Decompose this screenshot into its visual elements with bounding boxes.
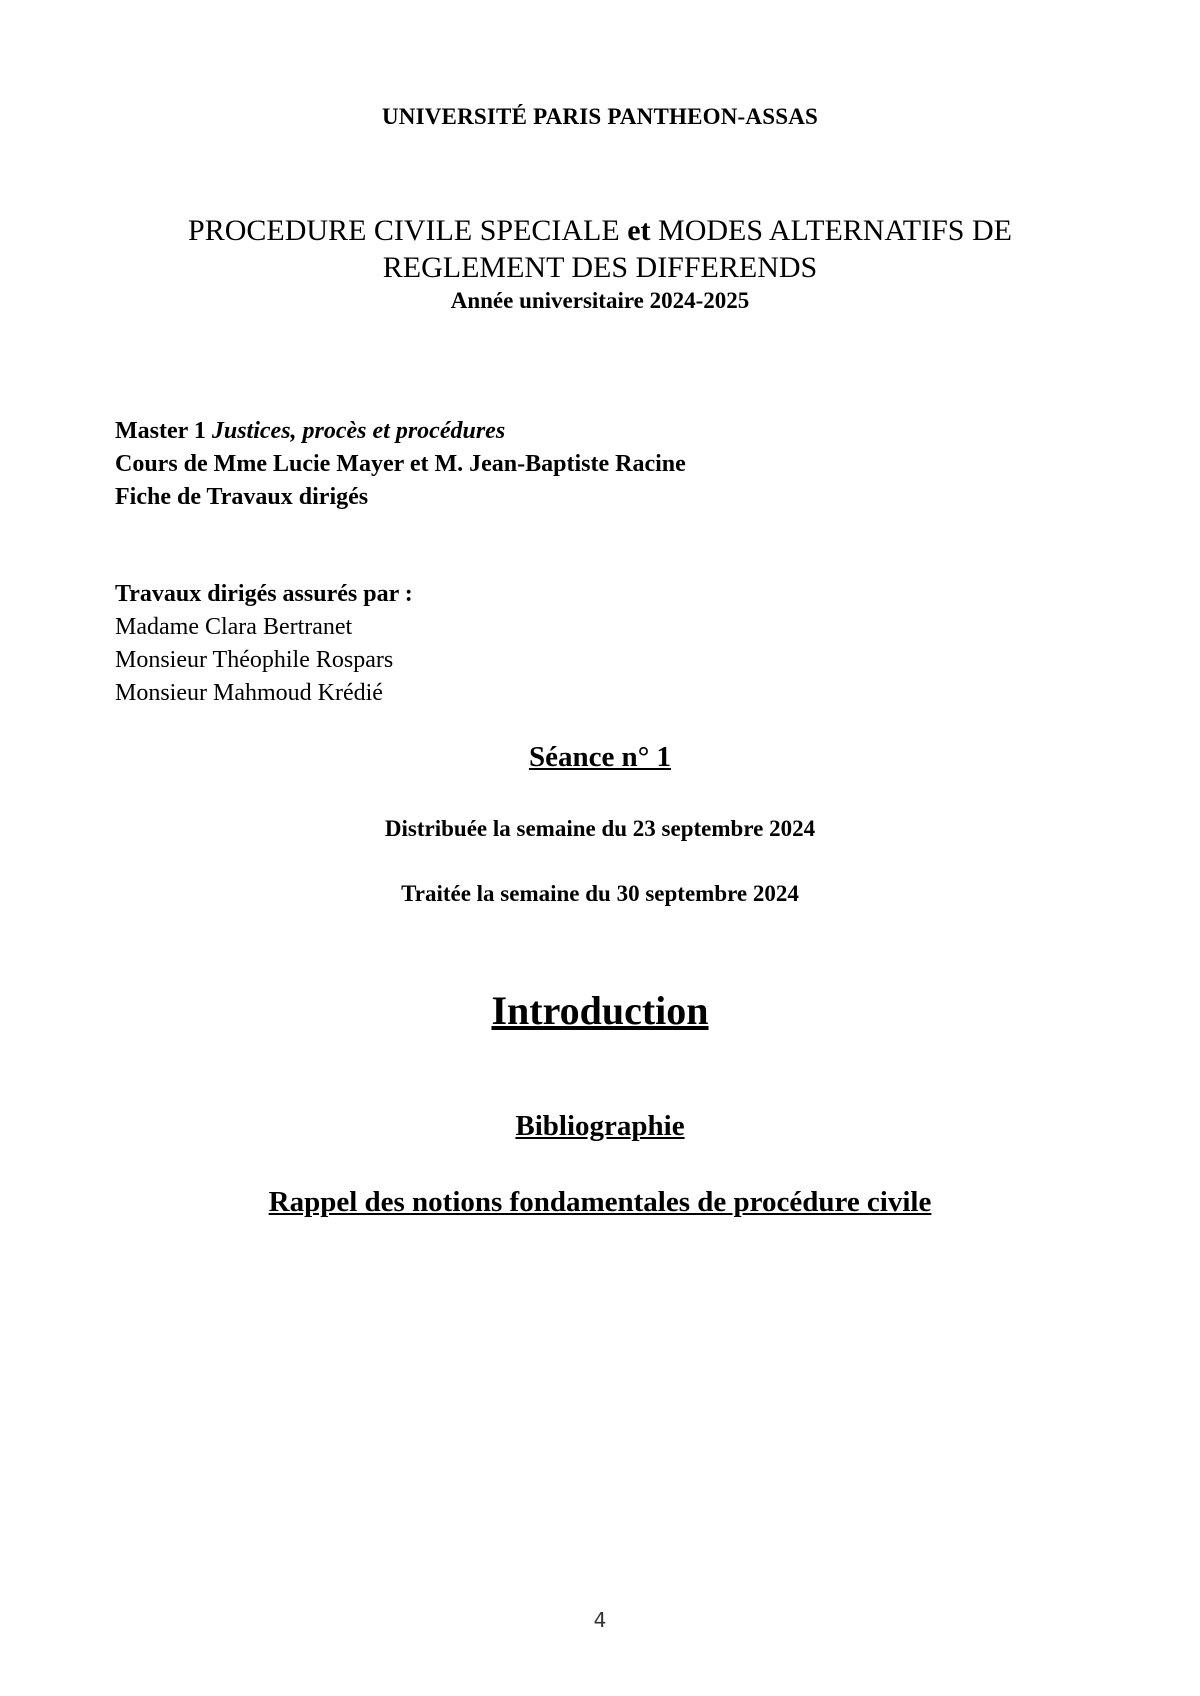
course-title — [0, 212, 1200, 286]
course-title-part-1: PROCEDURE CIVILE SPECIALE — [188, 214, 628, 247]
reminder-heading: Rappel des notions fondamentales de procédure civile — [268, 1186, 932, 1218]
course-title-et: et — [627, 214, 651, 247]
instructor-item: Madame Clara Bertranet — [115, 614, 353, 640]
instructor-item: Monsieur Mahmoud Krédié — [115, 680, 383, 706]
master-specialty: Justices, procès et procédures — [211, 418, 506, 444]
course-teachers: Cours de Mme Lucie Mayer et M. Jean-Baptiste Racine — [115, 451, 686, 477]
introduction-heading: Introduction — [491, 988, 709, 1033]
tutorial-heading: Travaux dirigés assurés par : — [115, 581, 413, 607]
academic-year: Année universitaire 2024-2025 — [450, 288, 750, 313]
page-number: 4 — [593, 1608, 607, 1632]
treatment-date: Traitée la semaine du 30 septembre 2024 — [401, 881, 799, 906]
master-prefix: Master 1 — [115, 418, 212, 444]
distribution-date: Distribuée la semaine du 23 septembre 2024 — [384, 816, 816, 841]
course-info — [115, 415, 1115, 514]
bibliography-heading: Bibliographie — [515, 1110, 685, 1142]
course-title-part-2: MODES ALTERNATIFS DE — [650, 214, 1012, 247]
master-line — [115, 415, 1115, 448]
instructor-item: Monsieur Théophile Rospars — [115, 647, 394, 673]
sheet-label: Fiche de Travaux dirigés — [115, 484, 369, 510]
university-name: UNIVERSITÉ PARIS PANTHEON-ASSAS — [381, 104, 819, 129]
tutorial-instructors — [115, 578, 1115, 710]
course-title-line-2: REGLEMENT DES DIFFERENDS — [382, 251, 818, 284]
session-number: Séance n° 1 — [528, 741, 672, 773]
course-title-line-1 — [0, 212, 1200, 249]
